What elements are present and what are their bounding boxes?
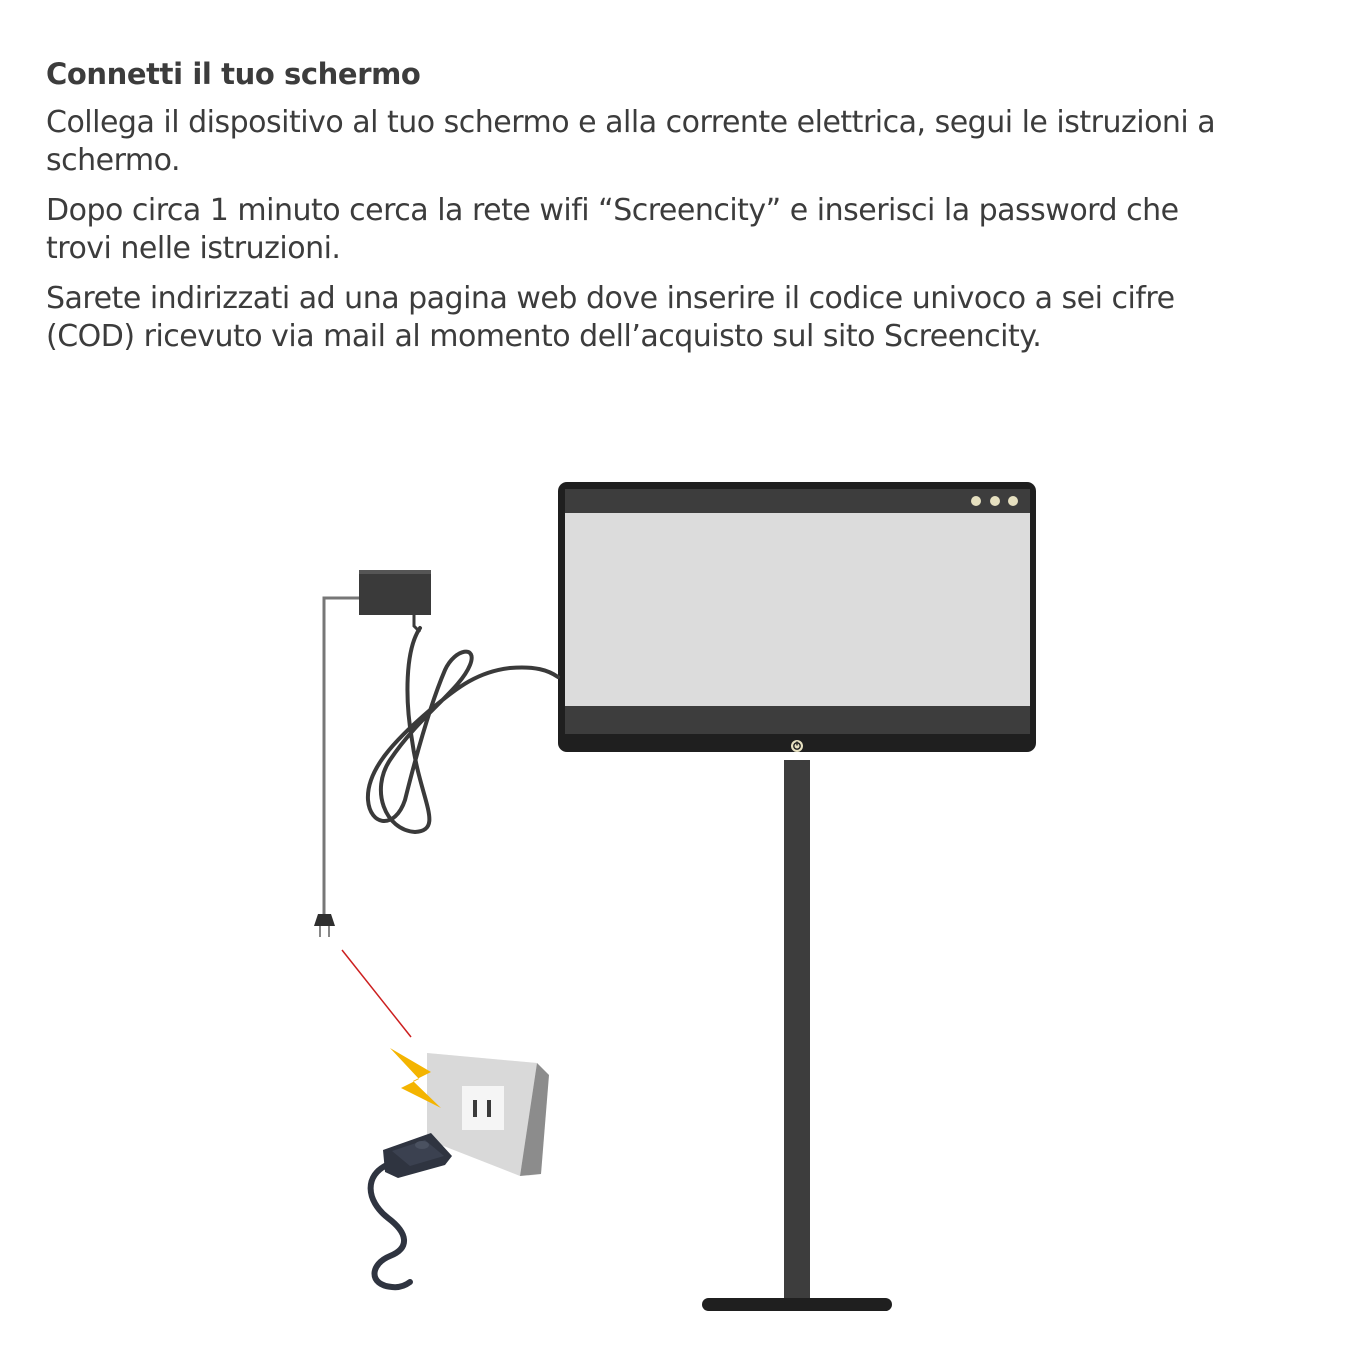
monitor-icon	[558, 482, 1036, 752]
adapter-cable	[324, 598, 359, 914]
page-title: Connetti il tuo schermo	[46, 57, 421, 91]
plug-icon	[371, 1133, 452, 1287]
instruction-step-1: Collega il dispositivo al tuo schermo e alla corrente elettrica, segui le istruzioni a schermo.	[46, 105, 1216, 178]
guide-line	[342, 950, 411, 1037]
small-plug-icon	[314, 914, 335, 937]
coiled-power-cable	[368, 628, 558, 832]
power-button-icon	[791, 740, 803, 752]
monitor-stand	[702, 760, 892, 1311]
instruction-step-3: Sarete indirizzati ad una pagina web dove inserire il codice univoco a sei cifre (COD) ricevuto via mail al momento dell’acquisto sul sito Screencity.	[46, 281, 1175, 354]
monitor-status-dots	[971, 496, 1018, 506]
instruction-step-2: Dopo circa 1 minuto cerca la rete wifi “Screencity” e inserisci la password che trovi nelle istruzioni.	[46, 193, 1179, 266]
power-adapter-icon	[359, 570, 431, 632]
